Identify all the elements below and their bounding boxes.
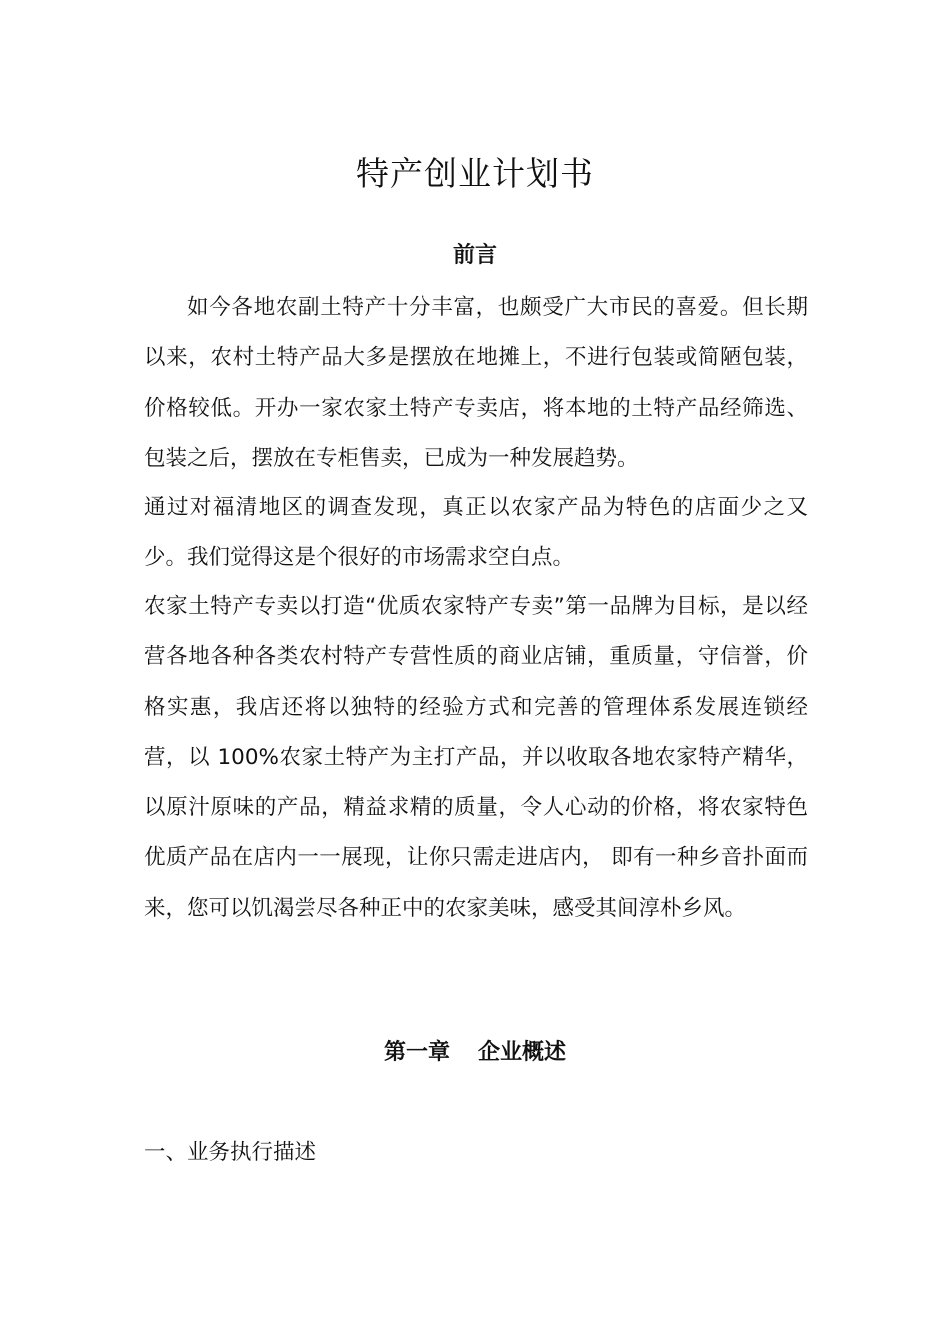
preface-paragraph-3-block [144, 582, 808, 934]
chapter-heading [0, 1036, 950, 1070]
preface-heading: 前言 [452, 243, 497, 268]
chapter-label: 第一章 [383, 1040, 450, 1065]
preface-paragraph-3: 农家土特产专卖以打造“优质农家特产专卖”第一品牌为目标，是以经营各地各种各类农村特产专营性质的商业店铺，重质量，守信誉，价格实惠，我店还将以独特的经验方式和完善的管理体系发展连锁经营，以 100%农家土特产为主打产品，并以收取各地农家特产精华，以原汁原味的产品，精益求精的质量，令人心动的价格，将农家特色优质产品在店内一一展现，让你只需走进店内， 即有一种乡音扑面而来，您可以饥渴尝尽各种正中的农家美味，感受其间淳朴乡风。 [144, 594, 808, 921]
subsection-heading: 一、业务执行描述 [144, 1140, 317, 1165]
preface-paragraph-2: 通过对福清地区的调查发现，真正以农家产品为特色的店面少之又少。我们觉得这是个很好的市场需求空白点。 [144, 495, 808, 571]
preface-paragraph-1-block [144, 283, 808, 484]
chapter-title: 企业概述 [478, 1040, 567, 1065]
document-title: 特产创业计划书 [356, 154, 594, 193]
preface-paragraph-2-block [144, 483, 808, 584]
preface-paragraph-1: 如今各地农副土特产十分丰富，也颇受广大市民的喜爱。但长期以来，农村土特产品大多是摆放在地摊上，不进行包装或简陋包装，价格较低。开办一家农家土特产专卖店，将本地的土特产品经筛选、包装之后，摆放在专柜售卖，已成为一种发展趋势。 [144, 295, 808, 471]
